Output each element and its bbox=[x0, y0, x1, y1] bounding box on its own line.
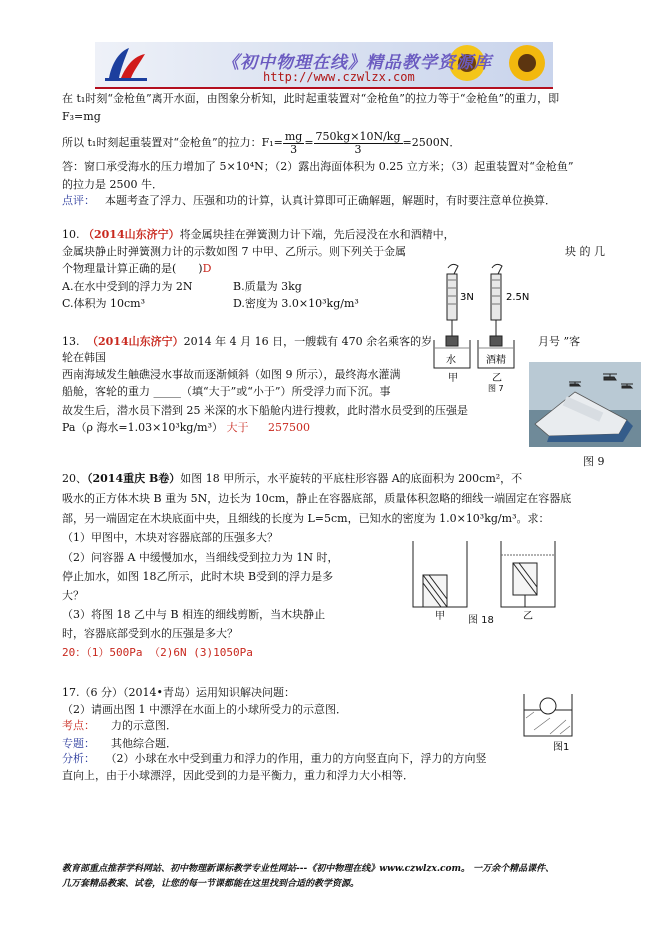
q20-figure-caption: 图 18 bbox=[468, 615, 494, 626]
q17-text: （6 分）（2014•青岛）运用知识解决问题： bbox=[79, 686, 295, 699]
q13-line2: 轮在韩国 bbox=[62, 351, 106, 364]
sunflower-icon bbox=[507, 43, 547, 83]
banner-title: 《初中物理在线》精品教学资源库 bbox=[222, 53, 492, 73]
q10-line3 bbox=[62, 262, 211, 276]
comment-text: 本题考查了浮力、压强和功的计算，认真计算即可正确解题，解题时，有时要注意单位换算． bbox=[105, 194, 556, 207]
equals-sign: = bbox=[304, 136, 314, 149]
q10-option-d: D.密度为 3.0×10³kg/m³ bbox=[233, 297, 359, 310]
reading-right: 2.5N bbox=[506, 292, 530, 303]
q10-stem: 个物理量计算正确的是( bbox=[62, 262, 177, 275]
formula-result: =2500N． bbox=[402, 136, 461, 149]
q10-option-b: B.质量为 3kg bbox=[233, 280, 302, 293]
q20-sub3a: （3）将图 18 乙中与 B 相连的细线剪断，当木块静止 bbox=[62, 608, 326, 621]
fenxi-text1: （2）小球在水中受到重力和浮力的作用，重力的方向竖直向下，浮力的方向竖 bbox=[111, 752, 487, 765]
capsized-ship-photo bbox=[529, 362, 641, 447]
fraction-numerator: 750kg×10N/kg bbox=[315, 129, 401, 143]
footer-line1: 教育部重点推荐学科网站、初中物理新课标教学专业性网站---《初中物理在线》www.czwlzx.com。 一万余个精品课件、 bbox=[62, 864, 555, 874]
formula-prefix: 所以 t₁时刻起重装置对“金枪鱼”的拉力：F₁= bbox=[62, 136, 283, 149]
fraction-mg bbox=[283, 131, 304, 156]
reading-left: 3N bbox=[460, 292, 474, 303]
q13-number: 13. bbox=[62, 335, 80, 348]
fig7-label-right: 乙 bbox=[492, 373, 502, 384]
q10-text: 将金属块挂在弹簧测力计下端，先后浸没在水和酒精中， bbox=[179, 228, 455, 241]
q17-kaodian bbox=[62, 719, 177, 733]
zhuanti-label: 专题： bbox=[62, 737, 95, 750]
figure-1-floating-ball bbox=[520, 690, 576, 752]
q10-option-a: A.在水中受到的浮力为 2N bbox=[62, 280, 193, 293]
q10-line2: 金属块静止时弹簧测力计的示数如图 7 中甲、乙所示。则下列关于金属 bbox=[62, 245, 406, 258]
prev-answer-formula bbox=[62, 130, 460, 156]
q13-line4: 船舱，客轮的重力 _____（填“大于”或“小于”）所受浮力而下沉。事 bbox=[62, 385, 391, 398]
q20-text: 如图 18 甲所示，水平旋转的平底柱形容器 A的底面积为 200cm²，不 bbox=[180, 472, 523, 485]
q10-number: 10. bbox=[62, 228, 80, 241]
q20-sub3b: 时，容器底部受到水的压强是多大？ bbox=[62, 627, 238, 640]
fig1-caption: 图1 bbox=[553, 742, 570, 752]
q13-line6 bbox=[62, 421, 310, 435]
zhuanti-text: 其他综合题． bbox=[111, 737, 177, 750]
q17-zhuanti bbox=[62, 737, 177, 751]
figure-7-spring-scale bbox=[430, 260, 538, 392]
answer-line1: 答：窗口承受海水的压力增加了 5×10⁴N；（2）露出海面体积为 0.25 立方米；（3）起重装置对“金枪鱼” bbox=[62, 160, 574, 173]
q10-answer: D bbox=[202, 262, 212, 275]
footer-line2: 几万套精品教案、试卷，让您的每一节课都能在这里找到合适的教学资源。 bbox=[62, 879, 360, 889]
fraction-numerator: mg bbox=[284, 129, 303, 143]
fig18-label-left: 甲 bbox=[435, 611, 445, 622]
q13-answer1: 大于 bbox=[226, 421, 249, 434]
q13-line1-tail: 月号 ”客 bbox=[538, 335, 581, 348]
fig7-label-left: 甲 bbox=[448, 373, 458, 384]
q13-line5: 故发生后，潜水员下潜到 25 米深的水下船舱内进行搜救，此时潜水员受到的压强是 bbox=[62, 404, 468, 417]
q20-line3: 部，另一端固定在木块底面中央，且细线的长度为 L=5cm，已知水的密度为 1.0×10³kg/m³。求： bbox=[62, 512, 550, 525]
q20-line1 bbox=[62, 472, 522, 486]
prev-answer-line2: F₃=mg bbox=[62, 110, 101, 123]
q17-fenxi-cont: 直向上，由于小球漂浮，因此受到的力是平衡力，重力和浮力大小相等． bbox=[62, 769, 414, 782]
q13-answer2: 257500 bbox=[268, 421, 311, 434]
fraction-denominator: 3 bbox=[354, 142, 362, 156]
q13-line1 bbox=[62, 335, 432, 349]
beaker-right-label: 酒精 bbox=[486, 355, 506, 366]
q17-number: 17. bbox=[62, 686, 80, 699]
fraction-denominator: 3 bbox=[290, 142, 298, 156]
q10-line2-tail: 块 的 几 bbox=[565, 245, 605, 258]
q13-text: 2014 年 4 月 16 日，一艘载有 470 余名乘客的岁 bbox=[183, 335, 433, 348]
q10-paren: ) bbox=[198, 262, 203, 275]
site-logo-icon bbox=[99, 44, 151, 84]
q17-fenxi bbox=[62, 752, 487, 766]
comment bbox=[62, 194, 556, 208]
q13-density: Pa（ρ 海水=1.03×10³kg/m³） bbox=[62, 421, 224, 434]
q20-number: 20、 bbox=[62, 472, 87, 485]
q13-line3: 西南海域发生触礁浸水事故而逐渐倾斜（如图 9 所示），最终海水灌满 bbox=[62, 368, 401, 381]
fig7-caption: 图 7 bbox=[488, 384, 504, 392]
fig18-label-right: 乙 bbox=[523, 611, 533, 622]
q10-source: （2014山东济宁） bbox=[83, 228, 180, 241]
q10-line1 bbox=[62, 228, 455, 242]
answer-line2: 的拉力是 2500 牛． bbox=[62, 178, 163, 191]
kaodian-text: 力的示意图． bbox=[111, 719, 177, 732]
prev-answer-line1: 在 t₁时刻“金枪鱼”离开水面，由图象分析知，此时起重装置对“金枪鱼”的拉力等于“金枪鱼”的重力，即 bbox=[62, 92, 560, 105]
q20-sub1: （1）甲图中，木块对容器底部的压强多大？ bbox=[62, 531, 278, 544]
q20-sub2c: 大？ bbox=[62, 589, 84, 602]
q20-sub2b: 停止加水，如图 18乙所示，此时木块 B受到的浮力是多 bbox=[62, 570, 334, 583]
q20-line2: 吸水的正方体木块 B 重为 5N，边长为 10cm，静止在容器底部，质量体积忽略的细线一端固定在容器底 bbox=[62, 492, 572, 505]
q10-option-c: C.体积为 10cm³ bbox=[62, 297, 146, 310]
fenxi-label: 分析： bbox=[62, 752, 95, 765]
q13-source: （2014山东济宁） bbox=[87, 335, 184, 348]
header-banner bbox=[95, 42, 553, 89]
q20-answer: 20：（1）500Pa （2)6N (3)1050Pa bbox=[62, 646, 253, 659]
fraction-value bbox=[314, 131, 403, 156]
q20-sub2a: （2）问容器 A 中缓慢加水，当细线受到拉力为 1N 时， bbox=[62, 551, 339, 564]
q17-line1 bbox=[62, 686, 295, 700]
beaker-left-label: 水 bbox=[446, 355, 456, 366]
q13-figure-caption: 图 9 bbox=[583, 455, 605, 468]
q20-source: （2014重庆 B卷） bbox=[87, 472, 181, 485]
comment-label: 点评： bbox=[62, 194, 95, 207]
banner-url[interactable]: http://www.czwlzx.com bbox=[263, 70, 415, 84]
kaodian-label: 考点： bbox=[62, 719, 95, 732]
q17-line2: （2）请画出图 1 中漂浮在水面上的小球所受力的示意图． bbox=[62, 703, 347, 716]
